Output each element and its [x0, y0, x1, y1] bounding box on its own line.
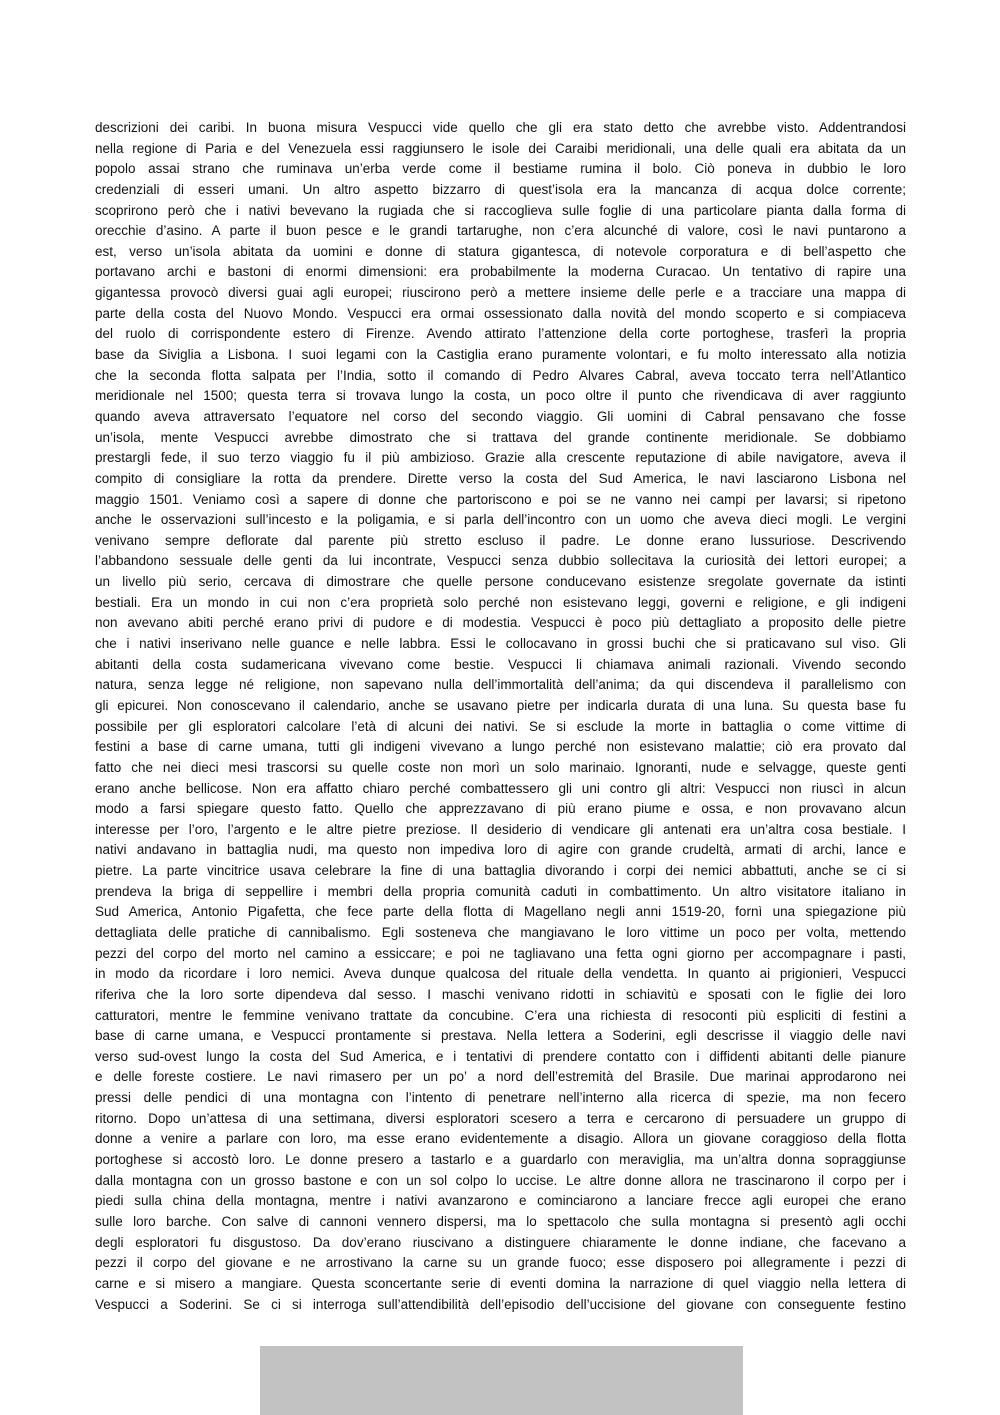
text-line: ritorno. Dopo un’attesa di una settimana, diversi esploratori scesero a terra e cercarono di persuadere un gruppo di: [95, 1110, 906, 1126]
text-line: prendeva la briga di seppellire i membri della propria comunità caduti in combattimento. Un altro visitatore italiano in: [95, 883, 906, 899]
text-line: possibile per gli esploratori calcolare l’età di alcuni dei nativi. Se si esclude la morte in battaglia o come vittime di: [95, 718, 906, 734]
text-line: modo a farsi spiegare questo fatto. Quello che apprezzavano di più erano piume e ossa, e non provavano alcun: [95, 801, 906, 817]
text-line: donne a venire a parlare con loro, ma esse erano evidentemente a disagio. Allora un giovane coraggioso della flotta: [95, 1131, 906, 1147]
text-line: bestiali. Era un mondo in cui non c’era proprietà solo perché non esistevano leggi, governi e religione, e gli indigeni: [95, 594, 906, 610]
text-line: natura, senza legge né religione, non sapevano nulla dell’immortalità dell’anima; da qui discendeva il parallelismo con: [95, 677, 906, 693]
text-line: maggio 1501. Veniamo così a sapere di donne che partoriscono e poi se ne vanno nei campi per lavarsi; si ripetono: [95, 491, 906, 507]
text-line: gli epicurei. Non conoscevano il calendario, anche se usavano pietre per indicarla durata di una luna. Su questa base fu: [95, 697, 906, 713]
text-line: descrizioni dei caribi. In buona misura Vespucci vide quello che gli era stato detto che avrebbe visto. Addentrandosi: [95, 120, 906, 135]
text-line: erano anche bellicose. Non era affatto chiaro perché combattessero gli uni contro gli altri: Vespucci non riuscì in alcun: [95, 780, 906, 796]
body-text: [95, 118, 906, 1315]
text-line: sulle loro barche. Con salve di cannoni vennero dispersi, ma lo spettacolo che sulla montagna si presentò agli occhi: [95, 1213, 906, 1229]
text-line: scoprirono però che i nativi bevevano la rugiada che si raccoglieva sulle foglie di una particolare pianta dalla forma di: [95, 202, 906, 218]
text-line: non avevano abiti perché erano privi di pudore e di modestia. Vespucci è poco più dettagliato a proposito delle pietre: [95, 615, 906, 631]
text-line: quando aveva attraversato l’equatore nel corso del secondo viaggio. Gli uomini di Cabral pensavano che fosse: [95, 408, 906, 424]
text-line: venivano sempre deflorate dal parente più stretto escluso il padre. Le donne erano lussuriose. Descrivendo: [95, 532, 906, 548]
text-line: dettagliata delle pratiche di cannibalismo. Egli sosteneva che mangiavano le loro vittime un poco per volta, mettendo: [95, 924, 906, 940]
text-line: prestargli fede, il suo terzo viaggio fu il più ambizioso. Grazie alla crescente reputazione di abile navigatore, aveva il: [95, 450, 906, 466]
text-line: catturatori, mentre le femmine venivano trattate da concubine. C’era una richiesta di resoconti più espliciti di festini a: [95, 1007, 906, 1023]
text-line: riferiva che la loro sorte dipendeva dal sesso. I maschi venivano ridotti in schiavitù e sposati con le figlie dei loro: [95, 986, 906, 1002]
text-line: un livello più serio, cercava di dimostrare che quelle persone conducevano esistenze sregolate governate da istinti: [95, 574, 906, 590]
text-line: nativi andavano in battaglia nudi, ma questo non impediva loro di agire con grande crudeltà, armati di archi, lance e: [95, 842, 906, 858]
text-line: portoghese si accostò loro. Le donne presero a tastarlo e a guardarlo con meraviglia, ma un’altra donna sopraggiunse: [95, 1152, 906, 1168]
text-line: popolo assai strano che ruminava un’erba verde come il bestiame rumina il bolo. Ciò poneva in dubbio le loro: [95, 161, 906, 177]
text-line: e delle foreste costiere. Le navi rimasero per un po’ a nord dell’estremità del Brasile. Due marinai approdarono nei: [95, 1069, 906, 1085]
footer-gray-bar: [260, 1346, 743, 1415]
text-line: pressi delle pendici di una montagna con l’intento di penetrare nell’interno alla ricerca di spezie, ma non fecero: [95, 1090, 906, 1106]
text-line: che la seconda flotta salpata per l’India, sotto il comando di Pedro Alvares Cabral, aveva toccato terra nell’Atlantico: [95, 367, 906, 383]
text-line: abitanti della costa sudamericana vivevano come bestie. Vespucci li chiamava animali razionali. Vivendo secondo: [95, 656, 906, 672]
text-line: nella regione di Paria e del Venezuela essi raggiunsero le isole dei Caraibi meridionali, una delle quali era abitata da un: [95, 140, 906, 156]
text-line: Sud America, Antonio Pigafetta, che fece parte della flotta di Magellano negli anni 1519-20, fornì una spiegazione più: [95, 904, 906, 920]
text-line: carne e si misero a mangiare. Questa sconcertante serie di eventi domina la narrazione di quel viaggio nella lettera di: [95, 1275, 906, 1291]
text-line: base di carne umana, e Vespucci prontamente si prestava. Nella lettera a Soderini, egli descrisse il viaggio delle navi: [95, 1028, 906, 1044]
text-line: meridionale nel 1500; questa terra si trovava lungo la costa, un poco oltre il punto che rivendicava di aver raggiunto: [95, 388, 906, 404]
text-line: est, verso un’isola abitata da uomini e donne di statura gigantesca, di notevole corporatura e di bell’aspetto che: [95, 243, 906, 259]
text-line: compito di consigliare la rotta da prendere. Dirette verso la costa del Sud America, le navi lasciarono Lisbona nel: [95, 470, 906, 486]
text-line: pezzi del corpo del morto nel camino a essiccare; e poi ne tagliavano una fetta ogni giorno per accompagnare i pasti,: [95, 945, 906, 961]
text-line: interesse per l’oro, l’argento e le altre pietre preziose. Il desiderio di vendicare gli antenati era un’altra cosa bestiale. I: [95, 821, 906, 837]
text-line: del ruolo di corrispondente estero di Firenze. Avendo attirato l’attenzione della corte portoghese, trasferì la propria: [95, 326, 906, 342]
text-line: dalla montagna con un grosso bastone e con un sol colpo lo uccise. Le altre donne allora ne trascinarono il corpo per i: [95, 1172, 906, 1188]
text-line: degli esploratori fu disgustoso. Da dov’erano riuscivano a distinguere chiaramente le donne indiane, che facevano a: [95, 1234, 906, 1250]
text-line: piedi sulla china della montagna, mentre i nativi avanzarono e cominciarono a lanciare frecce agli europei che erano: [95, 1193, 906, 1209]
text-line: gigantessa provocò diversi guai agli europei; riuscirono però a mettere insieme delle perle e a tracciare una mappa di: [95, 285, 906, 301]
text-line: fatto che nei dieci mesi trascorsi su quelle coste non morì un solo marinaio. Ignoranti, nude e selvagge, queste genti: [95, 759, 906, 775]
text-line: che i nativi inserivano nelle guance e nelle labbra. Essi le collocavano in grossi buchi che si praticavano sul viso. Gli: [95, 636, 906, 652]
text-line: in modo da ricordare i loro nemici. Aveva dunque qualcosa del rituale della vendetta. In quanto ai prigionieri, Vespucci: [95, 966, 906, 982]
text-line: Vespucci a Soderini. Se ci si interroga sull’attendibilità dell’episodio dell’uccisione del giovane con conseguente festino: [95, 1296, 906, 1312]
text-line: credenziali di esseri umani. Un altro aspetto bizzarro di quest’isola era la mancanza di acqua dolce corrente;: [95, 181, 906, 197]
text-line: verso sud-ovest lungo la costa del Sud America, e i tentativi di prendere contatto con i diffidenti abitanti delle pianure: [95, 1048, 906, 1064]
text-line: l’abbandono sessuale delle genti da lui incontrate, Vespucci senza dubbio sollecitava la curiosità dei lettori europei; a: [95, 553, 906, 569]
text-line: pezzi il corpo del giovane e ne arrostivano la carne su un grande fuoco; esse disposero poi allegramente i pezzi di: [95, 1255, 906, 1271]
text-line: parte della costa del Nuovo Mondo. Vespucci era ormai ossessionato dalla novità del mondo scoperto e si compiaceva: [95, 305, 906, 321]
text-line: anche le osservazioni sull’incesto e la poligamia, e si parla dell’incontro con un uomo che aveva dieci mogli. Le vergini: [95, 512, 906, 528]
text-line: base da Siviglia a Lisbona. I suoi legami con la Castiglia erano puramente volontari, e fu molto interessato alla notizia: [95, 347, 906, 363]
text-line: festini a base di carne umana, tutti gli indigeni vivevano a lungo perché non esistevano malattie; ciò era provato dal: [95, 739, 906, 755]
text-line: orecchie d’asino. A parte il buon pesce e le grandi tartarughe, non c’era alcunché di valore, così le navi puntarono a: [95, 223, 906, 239]
text-line: un’isola, mente Vespucci avrebbe dimostrato che si trattava del grande continente meridionale. Se dobbiamo: [95, 429, 906, 445]
text-line: pietre. La parte vincitrice usava celebrare la fine di una battaglia divorando i corpi dei nemici abbattuti, anche se ci si: [95, 863, 906, 879]
text-line: portavano archi e bastoni di enormi dimensioni: era probabilmente la moderna Curacao. Un tentativo di rapire una: [95, 264, 906, 280]
